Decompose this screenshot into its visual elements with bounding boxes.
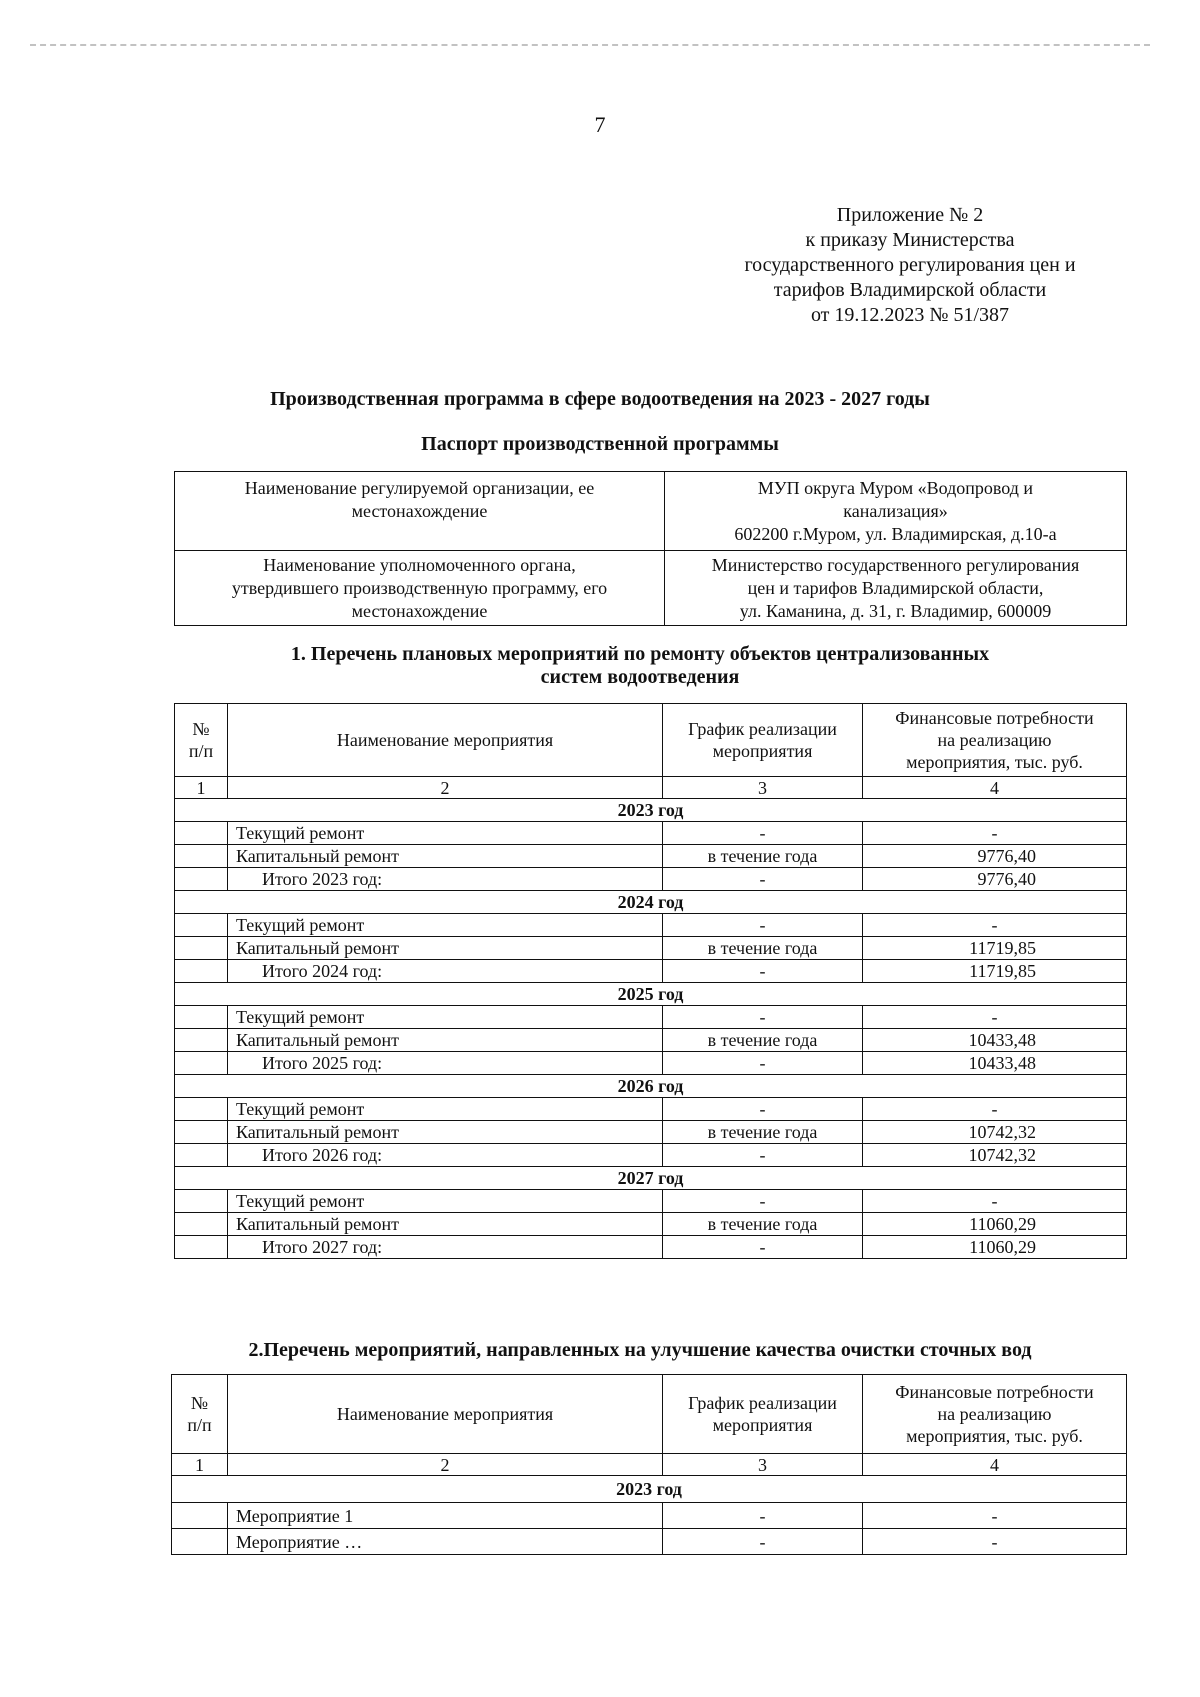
page-number: 7 (594, 112, 606, 137)
activity-name: Капитальный ремонт (228, 937, 663, 960)
activity-schedule: в течение года (663, 845, 863, 868)
activity-name: Капитальный ремонт (228, 845, 663, 868)
row-num (175, 960, 228, 983)
year-total-label: Итого 2026 год: (228, 1144, 663, 1167)
year-row (175, 799, 1127, 822)
table-header-row (175, 704, 1127, 777)
row-num (175, 914, 228, 937)
table-row (175, 1006, 1127, 1029)
column-header-schedule: График реализации мероприятия (663, 1375, 863, 1454)
activity-schedule: - (663, 960, 863, 983)
year-row (172, 1476, 1127, 1503)
activity-finance: - (863, 1006, 1127, 1029)
row-num (175, 1029, 228, 1052)
activity-finance: - (863, 914, 1127, 937)
row-num (172, 1529, 228, 1555)
table-row (175, 1190, 1127, 1213)
table-row (175, 868, 1127, 891)
year-row (175, 983, 1127, 1006)
column-number: 4 (863, 777, 1127, 799)
activity-schedule: - (663, 822, 863, 845)
appendix-line: Приложение № 2 (836, 204, 984, 226)
year-total-label: Итого 2024 год: (228, 960, 663, 983)
table-row (175, 1121, 1127, 1144)
column-number: 4 (863, 1454, 1127, 1476)
activity-finance: - (863, 1503, 1127, 1529)
activity-finance: - (863, 1190, 1127, 1213)
year-label: 2023 год (175, 799, 1127, 822)
table-row (175, 1029, 1127, 1052)
activity-schedule: в течение года (663, 1213, 863, 1236)
activity-schedule: в течение года (663, 1121, 863, 1144)
activity-name: Текущий ремонт (228, 822, 663, 845)
year-row (175, 1167, 1127, 1190)
activity-finance: 11719,85 (863, 937, 1127, 960)
table-row (175, 1052, 1127, 1075)
table-row (175, 822, 1127, 845)
row-num (175, 1213, 228, 1236)
appendix-header (690, 203, 1130, 328)
column-header-name: Наименование мероприятия (228, 1375, 663, 1454)
passport-label: Наименование регулируемой организации, ее местонахождение (175, 472, 665, 551)
activity-name: Капитальный ремонт (228, 1121, 663, 1144)
row-num (175, 1144, 228, 1167)
row-num (175, 1190, 228, 1213)
passport-label: Наименование уполномоченного органа, утвердившего производственную программу, его местонахождение (175, 551, 665, 626)
treatment-measures-table (171, 1374, 1127, 1555)
activity-schedule: - (663, 1052, 863, 1075)
row-num (175, 1236, 228, 1259)
activity-schedule: - (663, 914, 863, 937)
year-total-value: 11719,85 (863, 960, 1127, 983)
passport-table (174, 471, 1127, 626)
year-label: 2025 год (175, 983, 1127, 1006)
activity-schedule: - (663, 1190, 863, 1213)
activity-name: Текущий ремонт (228, 1190, 663, 1213)
table-row (175, 845, 1127, 868)
year-label: 2026 год (175, 1075, 1127, 1098)
column-number: 1 (172, 1454, 228, 1476)
column-number: 2 (228, 777, 663, 799)
year-label: 2027 год (175, 1167, 1127, 1190)
passport-value: Министерство государственного регулирования цен и тарифов Владимирской области, ул. Каманина, д. 31, г. Владимир, 600009 (665, 551, 1127, 626)
row-num (175, 822, 228, 845)
column-header-schedule: График реализации мероприятия (663, 704, 863, 777)
row-num (175, 1006, 228, 1029)
activity-finance: - (863, 822, 1127, 845)
activity-schedule: - (663, 1529, 863, 1555)
row-num (175, 1052, 228, 1075)
activity-finance: 10433,48 (863, 1029, 1127, 1052)
scan-artifact-line (30, 44, 1150, 46)
column-header-finance: Финансовые потребности на реализацию мероприятия, тыс. руб. (863, 704, 1127, 777)
activity-finance: 10742,32 (863, 1121, 1127, 1144)
repair-works-table (174, 703, 1127, 1259)
year-row (175, 1075, 1127, 1098)
activity-name: Мероприятие … (228, 1529, 663, 1555)
year-row (175, 891, 1127, 914)
activity-name: Текущий ремонт (228, 1006, 663, 1029)
activity-finance: - (863, 1098, 1127, 1121)
table-row (175, 551, 1127, 626)
section1-title: 1. Перечень плановых мероприятий по ремонту объектов централизованных систем водоотведения (290, 643, 990, 688)
activity-schedule: - (663, 1503, 863, 1529)
table-row (175, 1144, 1127, 1167)
activity-name: Капитальный ремонт (228, 1213, 663, 1236)
table-header-row (172, 1375, 1127, 1454)
table-row (175, 937, 1127, 960)
year-total-value: 10433,48 (863, 1052, 1127, 1075)
passport-value: МУП округа Муром «Водопровод и канализация» 602200 г.Муром, ул. Владимирская, д.10-а (665, 472, 1127, 551)
table-row (175, 960, 1127, 983)
appendix-line: тарифов Владимирской области (773, 279, 1047, 301)
activity-schedule: в течение года (663, 1029, 863, 1052)
column-number: 3 (663, 1454, 863, 1476)
activity-schedule: - (663, 1144, 863, 1167)
document-title: Производственная программа в сфере водоотведения на 2023 - 2027 годы (270, 388, 930, 410)
row-num (175, 845, 228, 868)
activity-schedule: - (663, 1006, 863, 1029)
passport-title: Паспорт производственной программы (421, 433, 779, 455)
appendix-line: к приказу Министерства (805, 229, 1015, 251)
column-header-num: № п/п (172, 1375, 228, 1454)
column-number-row (175, 777, 1127, 799)
year-total-value: 11060,29 (863, 1236, 1127, 1259)
column-header-finance: Финансовые потребности на реализацию мероприятия, тыс. руб. (863, 1375, 1127, 1454)
row-num (175, 868, 228, 891)
year-total-value: 10742,32 (863, 1144, 1127, 1167)
column-header-num: № п/п (175, 704, 228, 777)
activity-name: Текущий ремонт (228, 914, 663, 937)
year-total-label: Итого 2023 год: (228, 868, 663, 891)
table-row (175, 1236, 1127, 1259)
activity-schedule: - (663, 1236, 863, 1259)
table-row (175, 914, 1127, 937)
row-num (172, 1503, 228, 1529)
table-row (175, 1213, 1127, 1236)
section2-title: 2.Перечень мероприятий, направленных на улучшение качества очистки сточных вод (248, 1339, 1032, 1361)
row-num (175, 1098, 228, 1121)
table-row (172, 1529, 1127, 1555)
table-row (172, 1503, 1127, 1529)
column-number: 2 (228, 1454, 663, 1476)
activity-name: Капитальный ремонт (228, 1029, 663, 1052)
appendix-line: государственного регулирования цен и (744, 254, 1076, 276)
activity-finance: 11060,29 (863, 1213, 1127, 1236)
year-label: 2024 год (175, 891, 1127, 914)
activity-name: Мероприятие 1 (228, 1503, 663, 1529)
column-number-row (172, 1454, 1127, 1476)
appendix-line: от 19.12.2023 № 51/387 (810, 304, 1010, 326)
activity-finance: 9776,40 (863, 845, 1127, 868)
column-number: 1 (175, 777, 228, 799)
row-num (175, 1121, 228, 1144)
column-number: 3 (663, 777, 863, 799)
activity-name: Текущий ремонт (228, 1098, 663, 1121)
year-total-label: Итого 2027 год: (228, 1236, 663, 1259)
year-label: 2023 год (172, 1476, 1127, 1503)
row-num (175, 937, 228, 960)
activity-schedule: - (663, 868, 863, 891)
year-total-label: Итого 2025 год: (228, 1052, 663, 1075)
activity-finance: - (863, 1529, 1127, 1555)
activity-schedule: в течение года (663, 937, 863, 960)
table-row (175, 472, 1127, 551)
table-row (175, 1098, 1127, 1121)
year-total-value: 9776,40 (863, 868, 1127, 891)
activity-schedule: - (663, 1098, 863, 1121)
column-header-name: Наименование мероприятия (228, 704, 663, 777)
